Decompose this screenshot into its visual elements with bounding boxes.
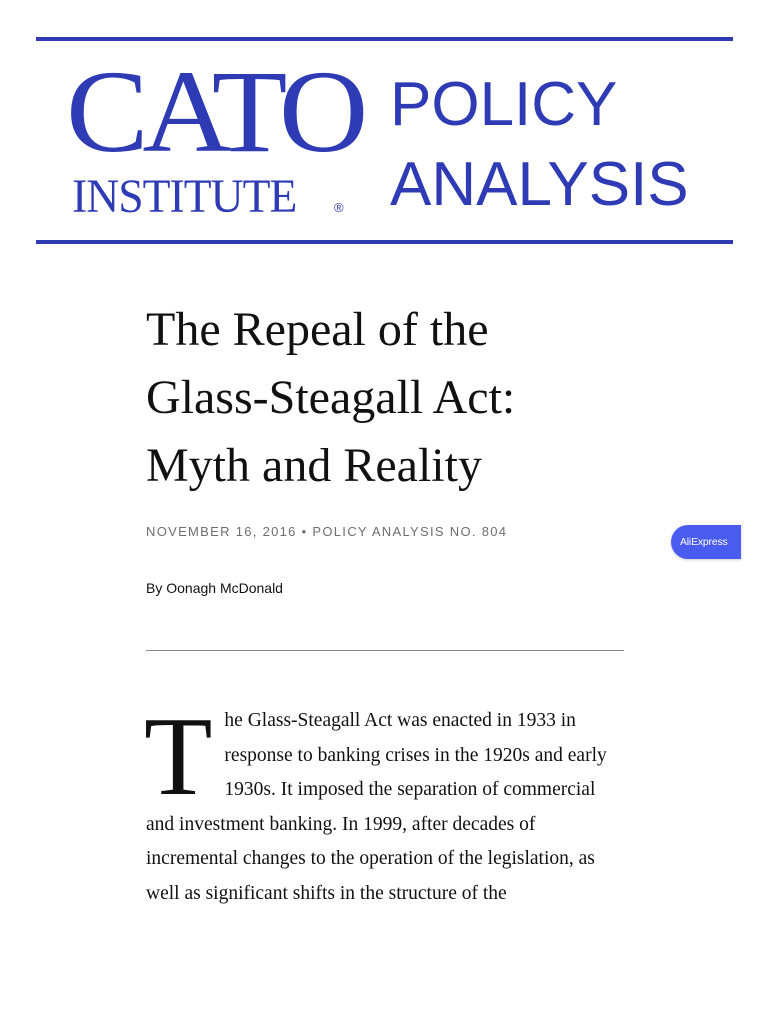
article-meta: NOVEMBER 16, 2016 • POLICY ANALYSIS NO. 804 (146, 524, 508, 539)
article-title-line2: Glass-Steagall Act: (146, 371, 516, 424)
drop-cap: T (144, 695, 213, 819)
section-title-line2: ANALYSIS (390, 150, 689, 219)
registered-mark: ® (334, 200, 344, 215)
byline-divider (146, 650, 624, 651)
cato-institute-logo[interactable] (66, 46, 363, 223)
masthead-bottom-rule (36, 240, 733, 244)
masthead (36, 37, 733, 244)
article-body (144, 695, 616, 911)
article (144, 296, 626, 904)
article-title-line3: Myth and Reality (146, 439, 482, 492)
article-byline: By Oonagh McDonald (146, 580, 283, 596)
article-title-line1: The Repeal of the (146, 303, 489, 356)
logo-wordmark-institute: INSTITUTE (72, 170, 297, 223)
masthead-top-rule (36, 37, 733, 41)
section-title (390, 65, 689, 225)
article-title (146, 296, 626, 500)
aliexpress-badge[interactable]: AliExpress (671, 525, 741, 559)
logo-wordmark-cato: CATO (66, 46, 363, 177)
article-paragraph: he Glass-Steagall Act was enacted in 1933 in response to banking crises in the 1920s and early 1930s. It imposed the separation of commercial and investment banking. In 1999, after decades of incremental changes to the operation of the legislation, as well as significant shifts in the structure of the (146, 710, 607, 904)
section-title-line1: POLICY (390, 70, 618, 139)
